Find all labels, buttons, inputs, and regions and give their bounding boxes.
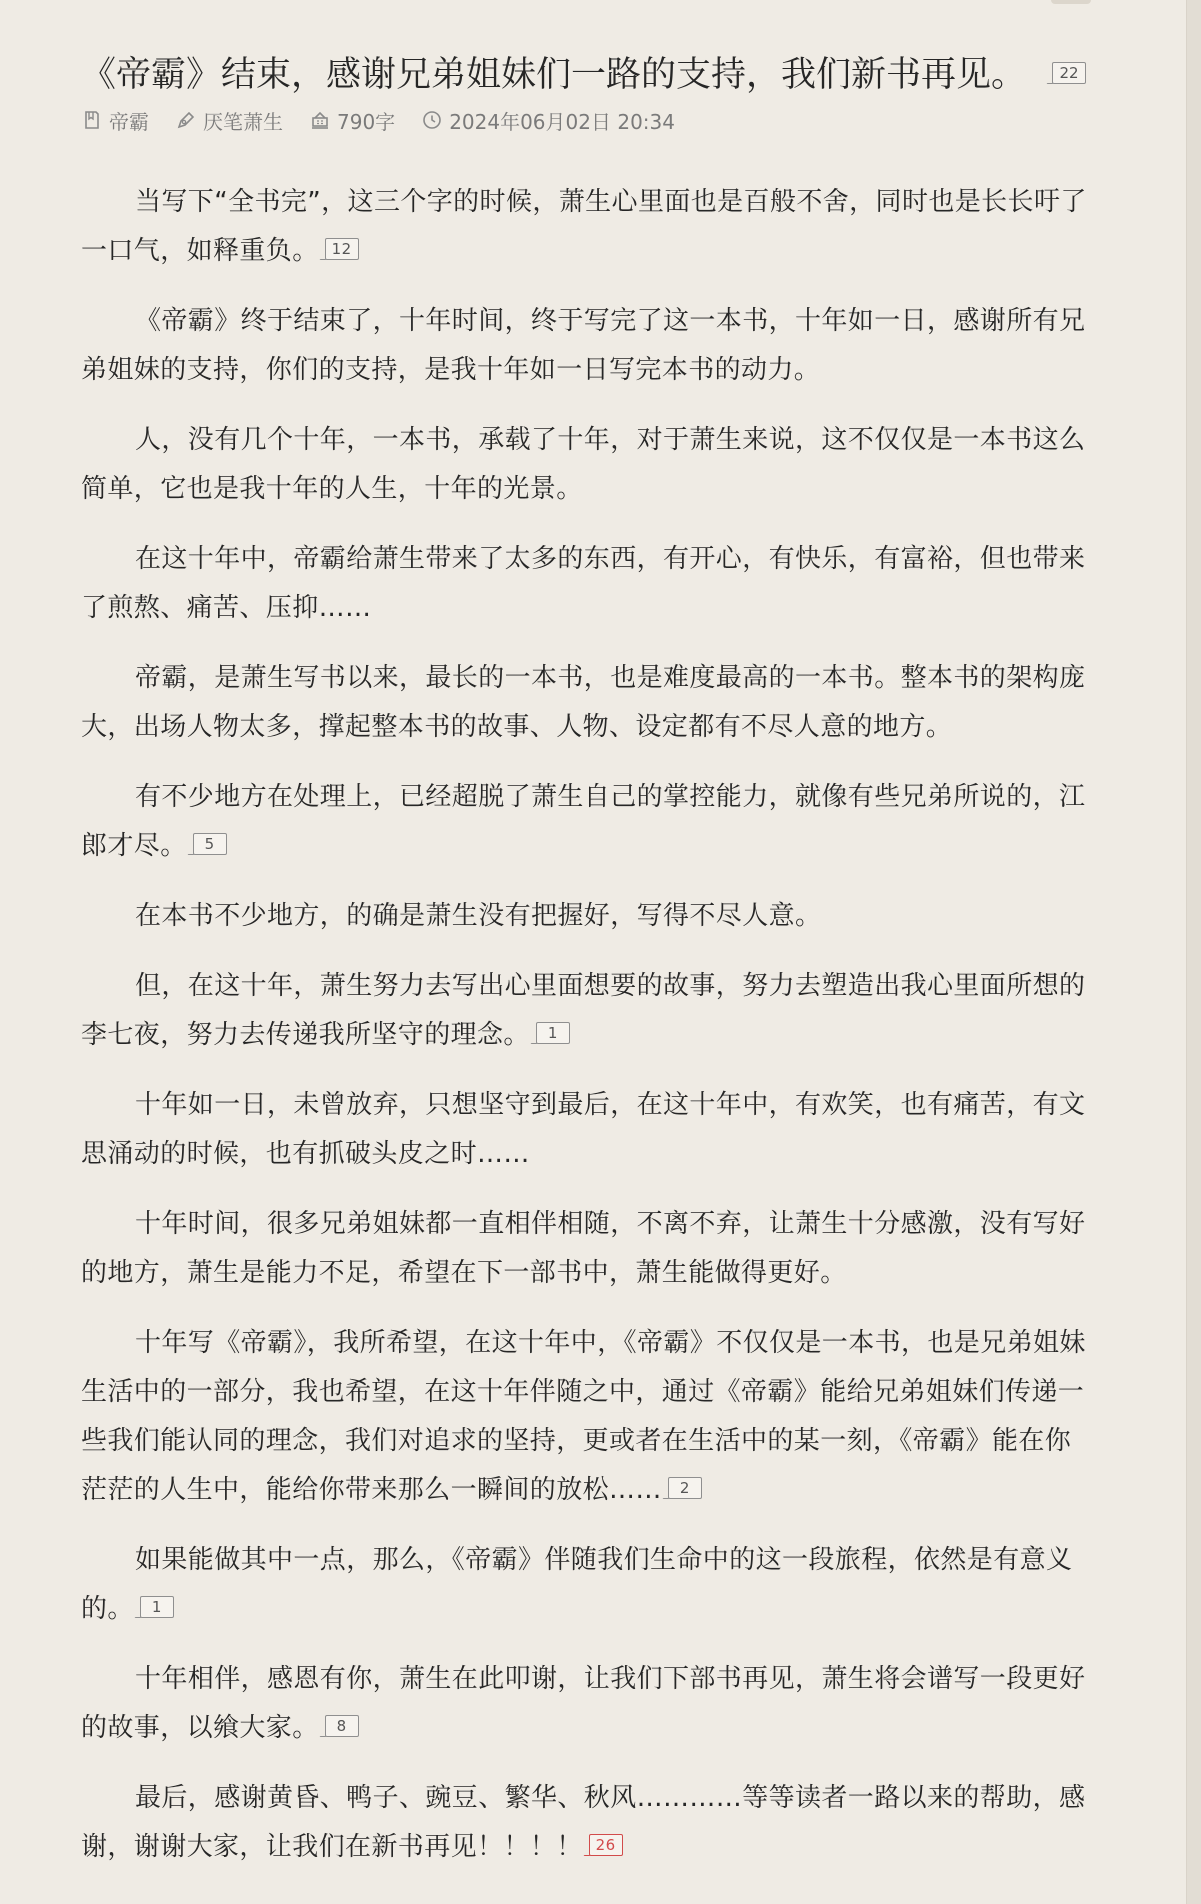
paragraph xyxy=(81,535,1091,633)
meta-datetime-value: 2024年06月02日 20:34 xyxy=(449,109,675,134)
paragraph-comment-badge[interactable]: 26 xyxy=(589,1834,623,1856)
title-text: 《帝霸》结束，感谢兄弟姐妹们一路的支持，我们新书再见。 xyxy=(81,55,1027,95)
book-icon xyxy=(81,109,103,131)
paragraph-comment-badge[interactable]: 1 xyxy=(536,1022,570,1044)
paragraph-text: 《帝霸》终于结束了，十年时间，终于写完了这一本书，十年如一日，感谢所有兄弟姐妹的支持，你们的支持，是我十年如一日写完本书的动力。 xyxy=(81,306,1086,385)
paragraph-text: 帝霸，是萧生写书以来，最长的一本书，也是难度最高的一本书。整本书的架构庞大，出场人物太多，撑起整本书的故事、人物、设定都有不尽人意的地方。 xyxy=(81,663,1086,742)
paragraph-text: 十年相伴，感恩有你，萧生在此叩谢，让我们下部书再见，萧生将会谱写一段更好的故事，以飨大家。 xyxy=(81,1664,1086,1743)
article-meta xyxy=(81,102,1101,138)
paragraph-text: 如果能做其中一点，那么，《帝霸》伴随我们生命中的这一段旅程，依然是有意义的。 xyxy=(81,1545,1073,1624)
meta-word-count xyxy=(309,106,395,135)
paragraph-comment-badge[interactable]: 12 xyxy=(325,238,359,260)
paragraph-comment-badge[interactable]: 5 xyxy=(193,833,227,855)
paragraph-text: 但，在这十年，萧生努力去写出心里面想要的故事，努力去塑造出我心里面所想的李七夜，努力去传递我所坚守的理念。 xyxy=(81,971,1086,1050)
comment-count-badge[interactable]: 22 xyxy=(1052,62,1086,84)
paragraph xyxy=(81,1081,1091,1179)
paragraph xyxy=(81,1774,1091,1872)
paragraph xyxy=(81,1536,1091,1634)
paragraph-text: 最后，感谢黄昏、鸭子、豌豆、繁华、秋风…………等等读者一路以来的帮助，感谢，谢谢大家，让我们在新书再见！！！！ xyxy=(81,1783,1086,1862)
paragraph xyxy=(81,962,1091,1060)
paragraph-text: 十年写《帝霸》，我所希望，在这十年中，《帝霸》不仅仅是一本书，也是兄弟姐妹生活中的一部分，我也希望，在这十年伴随之中，通过《帝霸》能给兄弟姐妹们传递一些我们能认同的理念，我们对追求的坚持，更或者在生活中的某一刻，《帝霸》能在你茫茫的人生中，能给你带来那么一瞬间的放松…… xyxy=(81,1328,1086,1505)
meta-word-count-value: 790字 xyxy=(337,109,396,134)
meta-datetime xyxy=(421,106,675,135)
paragraph xyxy=(81,654,1091,752)
meta-author[interactable] xyxy=(175,106,283,135)
paragraph-text: 人，没有几个十年，一本书，承载了十年，对于萧生来说，这不仅仅是一本书这么简单，它也是我十年的人生，十年的光景。 xyxy=(81,425,1086,504)
paragraph-text: 在本书不少地方，的确是萧生没有把握好，写得不尽人意。 xyxy=(135,901,822,931)
paragraph xyxy=(81,1655,1091,1753)
paragraph-text: 当写下“全书完”，这三个字的时候，萧生心里面也是百般不舍，同时也是长长吁了一口气，如释重负。 xyxy=(81,187,1087,266)
paragraph xyxy=(81,892,1091,941)
page-title xyxy=(81,47,1086,97)
paragraph-text: 十年时间，很多兄弟姐妹都一直相伴相随，不离不弃，让萧生十分感激，没有写好的地方，萧生是能力不足，希望在下一部书中，萧生能做得更好。 xyxy=(81,1209,1086,1288)
paragraph xyxy=(81,773,1091,871)
paragraph xyxy=(81,178,1091,276)
paragraph-text: 十年如一日，未曾放弃，只想坚守到最后，在这十年中，有欢笑，也有痛苦，有文思涌动的时候，也有抓破头皮之时…… xyxy=(81,1090,1086,1169)
meta-book-name: 帝霸 xyxy=(109,109,149,134)
paragraph-comment-badge[interactable]: 1 xyxy=(140,1596,174,1618)
title-row xyxy=(81,40,1101,104)
paragraph-text: 有不少地方在处理上，已经超脱了萧生自己的掌控能力，就像有些兄弟所说的，江郎才尽。 xyxy=(81,782,1086,861)
article-body xyxy=(81,178,1091,1872)
paragraph xyxy=(81,297,1091,395)
meta-book[interactable] xyxy=(81,106,149,135)
paragraph-text: 在这十年中，帝霸给萧生带来了太多的东西，有开心，有快乐，有富裕，但也带来了煎熬、痛苦、压抑…… xyxy=(81,544,1086,623)
scrollbar-track[interactable] xyxy=(1186,0,1201,1904)
paragraph-comment-badge[interactable]: 2 xyxy=(668,1477,702,1499)
top-tab xyxy=(1051,0,1091,4)
meta-author-name: 厌笔萧生 xyxy=(203,109,283,134)
paragraph xyxy=(81,416,1091,514)
article xyxy=(81,40,1101,1893)
paragraph xyxy=(81,1200,1091,1298)
paragraph-comment-badge[interactable]: 8 xyxy=(325,1715,359,1737)
count-icon xyxy=(309,109,331,131)
paragraph xyxy=(81,1319,1091,1515)
pen-icon xyxy=(175,109,197,131)
clock-icon xyxy=(421,109,443,131)
